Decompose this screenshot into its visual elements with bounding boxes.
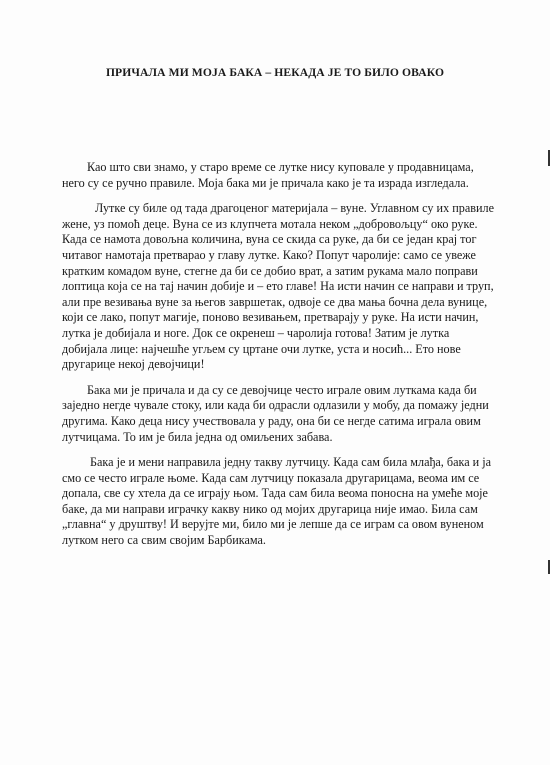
document-title: ПРИЧАЛА МИ МОЈА БАКА – НЕКАДА ЈЕ ТО БИЛО ОВАКО (105, 66, 445, 79)
paragraph-2: Лутке су биле од тада драгоценог материјала – вуне. Углавном су их правиле жене, уз помоћ деце. Вуна се из клупчета мотала неком „добровољцу“ око руке. Када се намота довољна количина, вуна се скида са руке, да би се један крај тог читавог намотаја претварао у главу лутке. Како? Попут чаролије: само се увеже кратким комадом вуне, стегне да би се добио врат, а затим рукама мало поправи лоптица која се на тај начин добије и – ето главе! На исти начин се направи и труп, али пре везивања вуне за његов завршетак, одвоје се два мања бочна дела вунице, који се лако, попут магије, поново везивањем, претварају у руке. На исти начин, лутка је добијала и ноге. Док се окренеш – чаролија готова! Затим је лутка добијала лице: најчешће угљем су цртане очи лутке, уста и носић... Ето нове другарице некој девојчици! (62, 201, 495, 372)
paragraph-3: Бака ми је причала и да су се девојчице често играле овим луткама када би заједно негде чувале стоку, или када би одрасли одлазили у мобу, да помажу једни другима. Како деца нису учествовала у раду, она би се негде сатима играла овим лутчицама. То им је била једна од омиљених забава. (62, 382, 489, 444)
paragraph-4: Бака је и мени направила једну такву лутчицу. Када сам била млађа, бака и ја смо се често играле њоме. Када сам лутчицу показала другарицама, веома им се допала, све су хтела да се играју њом. Тада сам била веома поносна на умеће моје баке, да ми направи играчку какву нико од мојих другарица није имао. Била сам „главна“ у друштву! И верујте ми, било ми је лепше да се играм са овом вуненом лутком него са свим својим Барбикама. (62, 455, 492, 548)
document-body (62, 160, 494, 559)
paragraph-1: Као што сви знамо, у старо време се лутке нису куповале у продавницама, него су се ручно правиле. Моја бака ми је причала како је та израда изгледала. (62, 160, 474, 190)
